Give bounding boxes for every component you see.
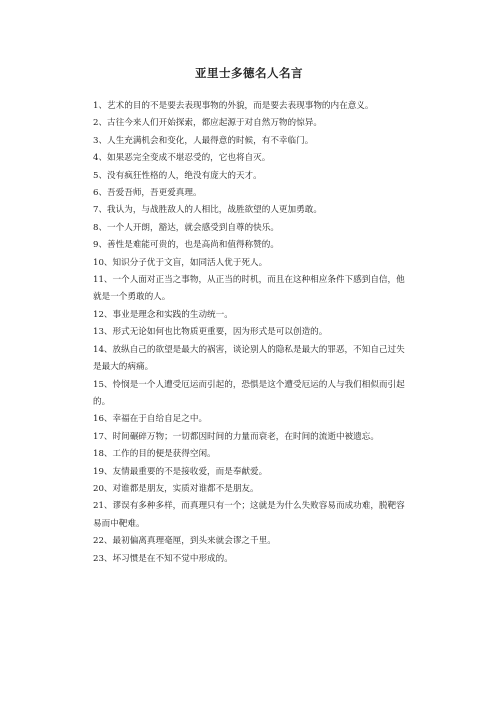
quote-item: 11、一个人面对正当之事物，从正当的时机，而且在这种相应条件下感到自信，他就是一个勇敢的人。 — [93, 275, 405, 303]
quote-item: 4、如果恶完全变成不堪忍受的，它也将自灭。 — [93, 153, 271, 164]
quote-item: 16、幸福在于自给自足之中。 — [93, 414, 208, 425]
quote-item: 8、一个人开朗，豁达，就会感受到自尊的快乐。 — [93, 222, 279, 233]
quote-item: 10、知识分子优于文盲，如同活人优于死人。 — [93, 257, 268, 268]
quote-item: 3、人生充满机会和变化，人最得意的时候，有不幸临门。 — [93, 135, 314, 146]
quote-item: 17、时间碾碎万物；一切都因时间的力量而衰老，在时间的流逝中被遗忘。 — [93, 431, 379, 442]
quote-item: 7、我认为，与战胜敌人的人相比，战胜欲望的人更加勇敢。 — [93, 205, 322, 216]
quote-item: 5、没有疯狂性格的人，绝没有庞大的天才。 — [93, 170, 262, 181]
quote-item: 21、谬误有多种多样，而真理只有一个；这就是为什么失败容易而成功难，脱靶容易而中靶难。 — [93, 501, 405, 529]
quote-item: 20、对谁都是朋友，实质对谁都不是朋友。 — [93, 483, 259, 494]
quote-item: 19、友情最重要的不是接收爱，而是奉献爱。 — [93, 466, 268, 477]
quote-item: 2、古往今来人们开始探索，都应起源于对自然万物的惊异。 — [93, 118, 322, 129]
quote-item: 9、善性是难能可贵的，也是高尚和值得称赞的。 — [93, 240, 279, 251]
quote-item: 15、怜悯是一个人遭受厄运而引起的，恐惧是这个遭受厄运的人与我们相似而引起的。 — [93, 379, 405, 407]
quote-item: 13、形式无论如何也比物质更重要，因为形式是可以创造的。 — [93, 327, 328, 338]
quote-list — [93, 98, 409, 568]
quote-item: 23、坏习惯是在不知不觉中形成的。 — [93, 553, 233, 564]
quote-item: 14、放纵自己的欲望是最大的祸害，谈论别人的隐私是最大的罪恶，不知自己过失是最大的病痛。 — [93, 344, 405, 373]
quote-item: 12、事业是理念和实践的生动统一。 — [93, 309, 233, 320]
document-title: 亚里士多德名人名言 — [195, 66, 303, 80]
quote-item: 6、吾爱吾师，吾更爱真理。 — [93, 188, 202, 199]
quote-item: 18、工作的目的便是获得空闲。 — [93, 449, 216, 460]
quote-item: 1、艺术的目的不是要去表现事物的外貌，而是要去表现事物的内在意义。 — [93, 101, 374, 111]
quote-item: 22、最初偏离真理毫厘，到头来就会谬之千里。 — [93, 536, 276, 547]
